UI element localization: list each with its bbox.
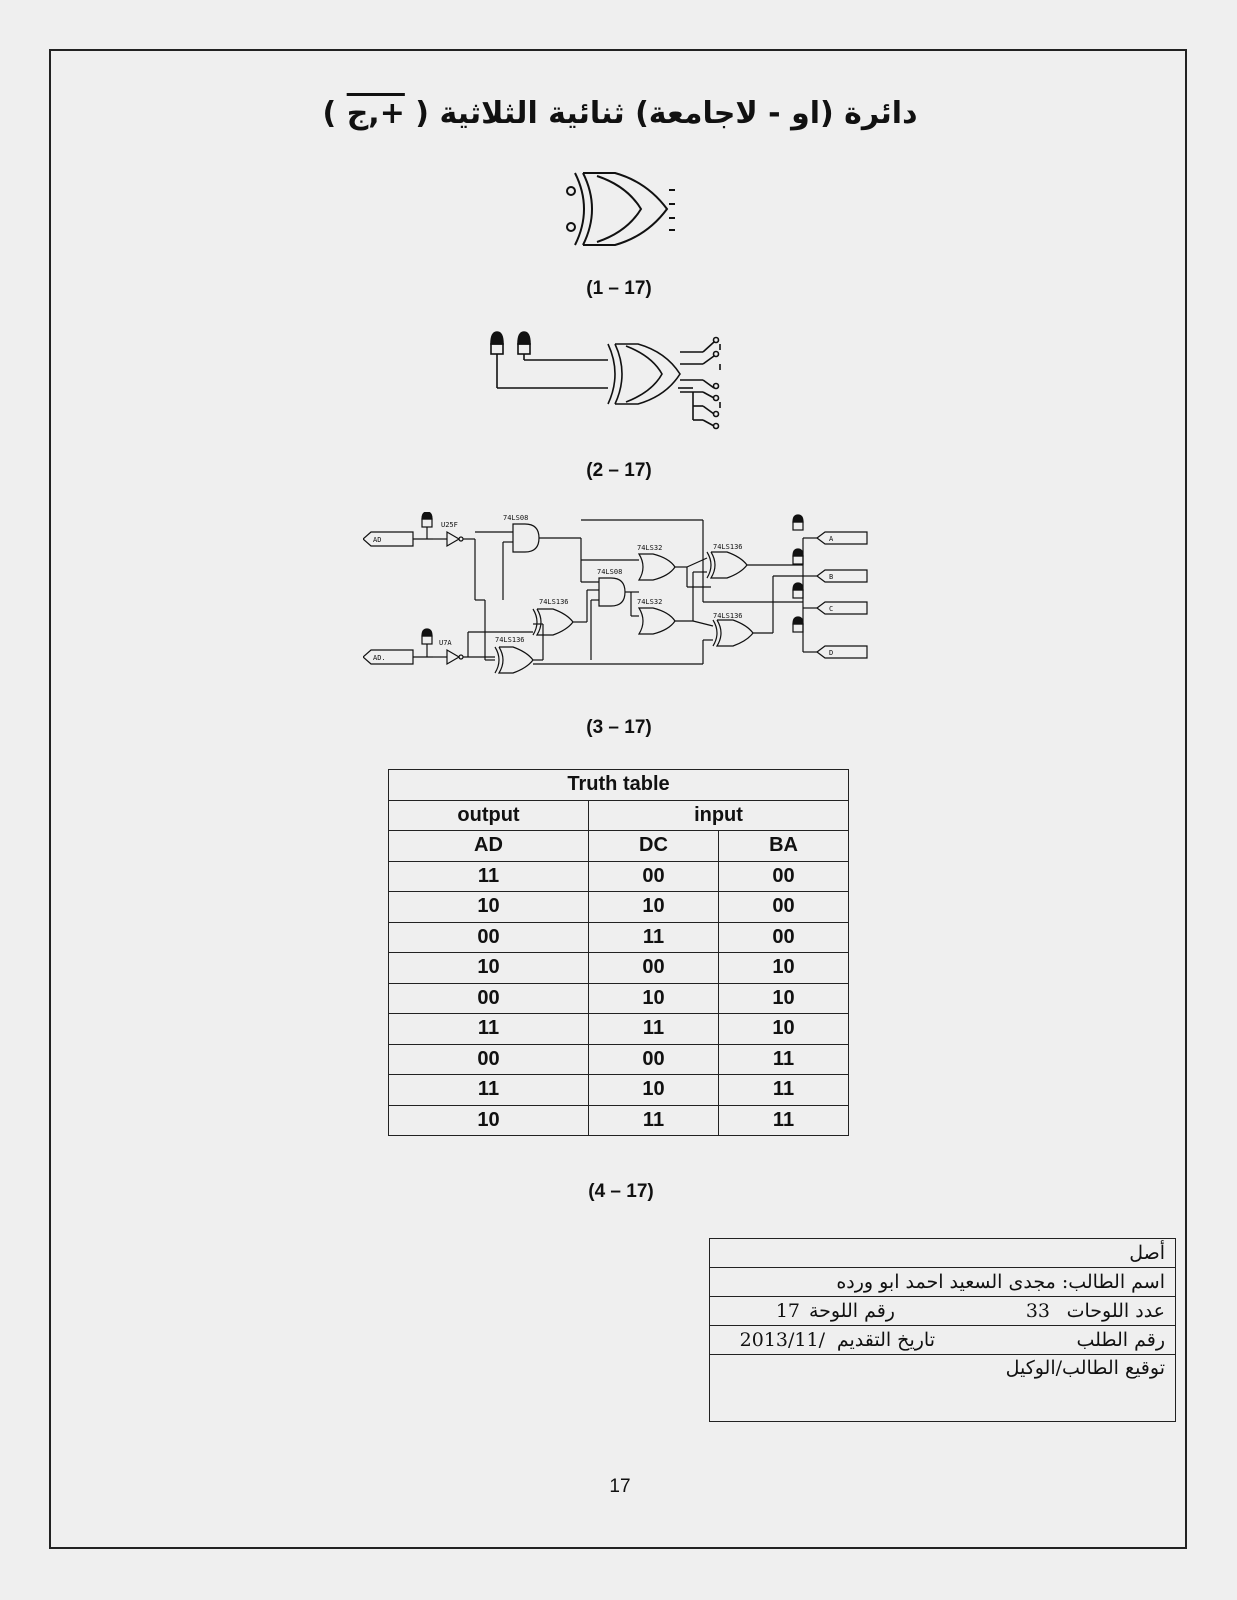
table-row <box>389 922 849 953</box>
table-row <box>389 1044 849 1075</box>
column-header-row <box>389 831 849 862</box>
figure-1-xnor-gate <box>565 168 675 250</box>
label-xor-top-right: 74LS136 <box>713 543 743 551</box>
title-operator: +,ج <box>346 96 405 131</box>
info-row-origin <box>710 1239 1175 1268</box>
table-cell: 10 <box>589 892 719 923</box>
table-cell: 00 <box>589 861 719 892</box>
title-prefix: دائرة (او - لاجامعة) ثنائية الثلاثية ( <box>415 96 918 131</box>
column-header: AD <box>389 831 589 862</box>
label-u7a: U7A <box>439 639 452 647</box>
origin-label: أصل <box>1129 1242 1165 1264</box>
table-cell: 10 <box>589 983 719 1014</box>
label-out-a: A <box>829 535 834 543</box>
student-name: اسم الطالب: مجدى السعيد احمد ابو ورده <box>836 1271 1165 1293</box>
table-row <box>389 892 849 923</box>
label-u25f: U25F <box>441 521 458 529</box>
table-row <box>389 983 849 1014</box>
submission-date-label: تاريخ التقديم <box>836 1329 935 1351</box>
info-row-request <box>710 1326 1175 1355</box>
table-cell: 10 <box>389 953 589 984</box>
page-title <box>300 96 940 131</box>
truth-table-title: Truth table <box>389 770 849 801</box>
figure-2-xnor-circuit <box>488 330 743 430</box>
truth-table <box>388 769 849 1136</box>
figure-1-caption: (1 – 17) <box>586 278 652 299</box>
page-number: 17 <box>609 1476 631 1497</box>
column-header: DC <box>589 831 719 862</box>
info-row-student <box>710 1268 1175 1297</box>
signature-label: توقيع الطالب/الوكيل <box>1005 1357 1165 1379</box>
label-out-d: D <box>829 649 834 657</box>
table-cell: 11 <box>389 861 589 892</box>
input-header: input <box>589 800 849 831</box>
info-row-boards <box>710 1297 1175 1326</box>
figure-4-caption: (4 – 17) <box>588 1181 654 1202</box>
table-cell: 10 <box>589 1075 719 1106</box>
table-row <box>389 1105 849 1136</box>
table-cell: 10 <box>719 983 849 1014</box>
label-and-mid: 74LS08 <box>597 568 623 576</box>
table-cell: 00 <box>719 922 849 953</box>
label-or-mid: 74LS32 <box>637 598 663 606</box>
output-header: output <box>389 800 589 831</box>
table-cell: 11 <box>719 1044 849 1075</box>
table-cell: 10 <box>719 1014 849 1045</box>
submission-date: /2013/11 <box>739 1329 825 1351</box>
title-suffix: ) <box>322 96 337 131</box>
table-cell: 10 <box>389 1105 589 1136</box>
label-xor-left-bottom: 74LS136 <box>495 636 525 644</box>
table-cell: 10 <box>719 953 849 984</box>
label-out-b: B <box>829 573 834 581</box>
table-cell: 11 <box>389 1014 589 1045</box>
table-cell: 11 <box>719 1075 849 1106</box>
table-row <box>389 861 849 892</box>
label-ad-bottom: AD. <box>373 654 386 662</box>
request-number-label: رقم الطلب <box>1076 1329 1165 1351</box>
table-cell: 00 <box>589 1044 719 1075</box>
table-cell: 00 <box>589 953 719 984</box>
label-out-c: C <box>829 605 834 613</box>
figure-3-caption: (3 – 17) <box>586 717 652 738</box>
figure-2-caption: (2 – 17) <box>586 460 652 481</box>
table-cell: 00 <box>389 1044 589 1075</box>
board-number: 17 <box>775 1300 800 1322</box>
column-header: BA <box>719 831 849 862</box>
board-number-label: رقم اللوحة <box>808 1300 895 1322</box>
table-cell: 00 <box>389 922 589 953</box>
label-ad-top: AD <box>373 536 382 544</box>
label-or-top: 74LS32 <box>637 544 663 552</box>
table-cell: 10 <box>389 892 589 923</box>
table-cell: 00 <box>389 983 589 1014</box>
boards-count: 33 <box>1025 1300 1050 1322</box>
table-cell: 11 <box>589 1014 719 1045</box>
boards-count-label: عدد اللوحات <box>1066 1300 1165 1322</box>
table-row <box>389 953 849 984</box>
table-cell: 11 <box>589 1105 719 1136</box>
table-row <box>389 1014 849 1045</box>
table-row <box>389 1075 849 1106</box>
table-cell: 11 <box>389 1075 589 1106</box>
label-xor-left-mid: 74LS136 <box>539 598 569 606</box>
table-cell: 00 <box>719 892 849 923</box>
label-and-top: 74LS08 <box>503 514 529 522</box>
table-cell: 00 <box>719 861 849 892</box>
student-info-box <box>709 1238 1176 1422</box>
table-cell: 11 <box>589 922 719 953</box>
table-cell: 11 <box>719 1105 849 1136</box>
figure-3-logic-circuit <box>363 512 877 687</box>
label-xor-bottom-right: 74LS136 <box>713 612 743 620</box>
info-row-signature <box>710 1355 1175 1425</box>
